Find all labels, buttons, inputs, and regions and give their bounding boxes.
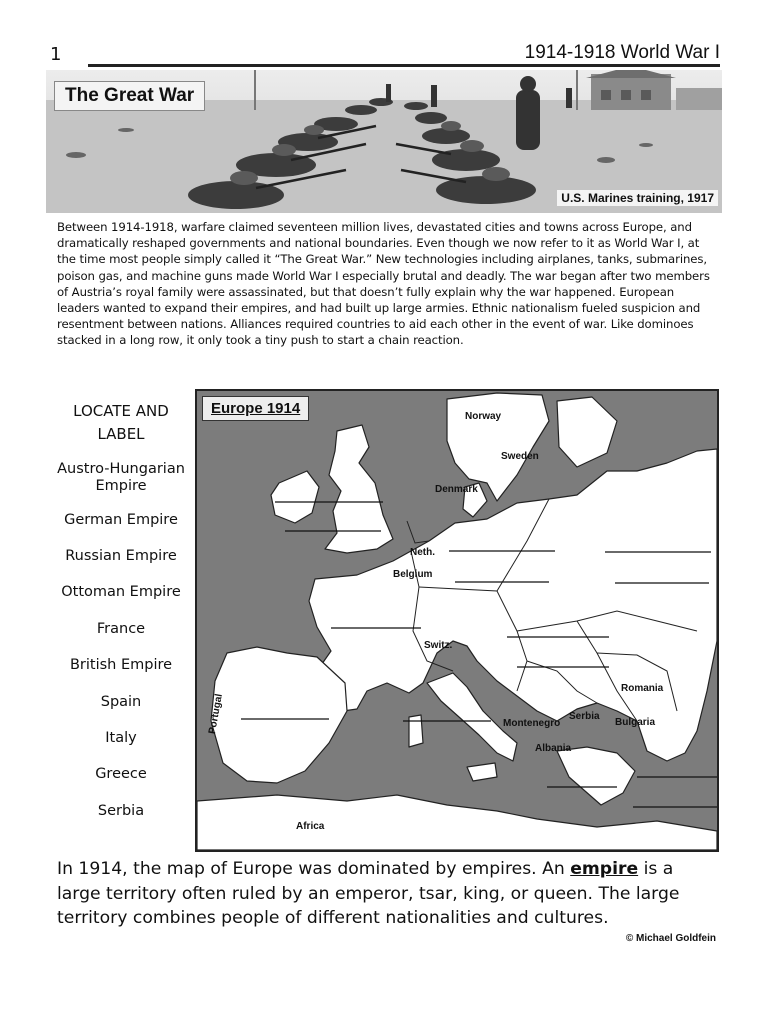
locate-heading <box>48 400 194 446</box>
map-label-switz: Switz. <box>424 640 453 651</box>
page-number: 1 <box>50 44 62 65</box>
intro-paragraph: Between 1914-1918, warfare claimed seventeen million lives, devastated cities and towns across Europe, and dramatically reshaped governments and national boundaries. Even though we now refer to it as World War I, at the time most people simply called it “The Great War.” New technologies including airplanes, tanks, submarines, poison gas, and machine guns made World War I especially brutal and deadly. The war began after two members of Austria’s royal family were assassinated, but that doesn’t fully explain why the war happened. European leaders wanted to expand their empires, and had built up large armies. Ethnic nationalism fueled suspicion and resentment between nations. Alliances required countries to aid each other in the event of war. Like dominoes stacked in a long row, it only took a tiny push to start a chain reaction. <box>57 220 710 348</box>
summary-emphasis-empire: empire <box>570 859 639 879</box>
map-label-bulgaria: Bulgaria <box>615 717 656 728</box>
summary-part2: is a large territory often ruled by an emperor, tsar, king, or queen. The large territory combines people of different nationalities and cultures. <box>57 859 680 928</box>
map-label-norway: Norway <box>465 411 502 422</box>
ireland-shape <box>271 471 319 523</box>
label-item: Austro-Hungarian Empire <box>57 461 185 494</box>
map-label-romania: Romania <box>621 683 664 694</box>
map-label-serbia: Serbia <box>569 711 600 722</box>
map-label-albania: Albania <box>535 743 572 754</box>
locate-and-label-list <box>48 400 194 830</box>
locate-heading-line2: LABEL <box>97 425 145 443</box>
label-item: Spain <box>100 693 142 710</box>
summary-paragraph <box>57 857 717 931</box>
label-item: Greece <box>95 766 147 783</box>
copyright-notice: © Michael Goldfein <box>625 933 716 944</box>
map-label-sweden: Sweden <box>501 451 539 462</box>
europe-map <box>195 389 719 852</box>
sardinia-shape <box>409 715 423 747</box>
map-label-montenegro: Montenegro <box>503 718 561 729</box>
africa-shape <box>197 795 717 850</box>
label-item: Ottoman Empire <box>61 584 181 601</box>
map-label-denmark: Denmark <box>435 484 478 495</box>
iberia-shape <box>211 647 347 783</box>
map-label-portugal: Portugal <box>207 693 225 735</box>
photo-caption: U.S. Marines training, 1917 <box>557 190 718 206</box>
sicily-shape <box>467 763 497 781</box>
photo-title: The Great War <box>54 81 205 111</box>
map-title: Europe 1914 <box>202 396 309 421</box>
map-label-neth: Neth. <box>410 547 435 558</box>
map-label-africa: Africa <box>296 821 325 832</box>
label-item: Russian Empire <box>65 548 177 565</box>
label-item: Serbia <box>97 802 145 819</box>
locate-heading-line1: LOCATE AND <box>73 402 169 420</box>
header-divider <box>88 64 720 67</box>
great-britain-shape <box>325 425 393 553</box>
label-item: British Empire <box>69 657 173 674</box>
map-label-belgium: Belgium <box>393 569 433 580</box>
summary-part1: In 1914, the map of Europe was dominated by empires. An <box>57 859 571 879</box>
finland-shape <box>557 397 617 467</box>
greece-shape <box>557 747 635 805</box>
label-item: German Empire <box>64 511 178 528</box>
page-title: 1914-1918 World War I <box>524 42 720 63</box>
label-item: Italy <box>105 730 137 747</box>
label-item: France <box>96 620 146 637</box>
